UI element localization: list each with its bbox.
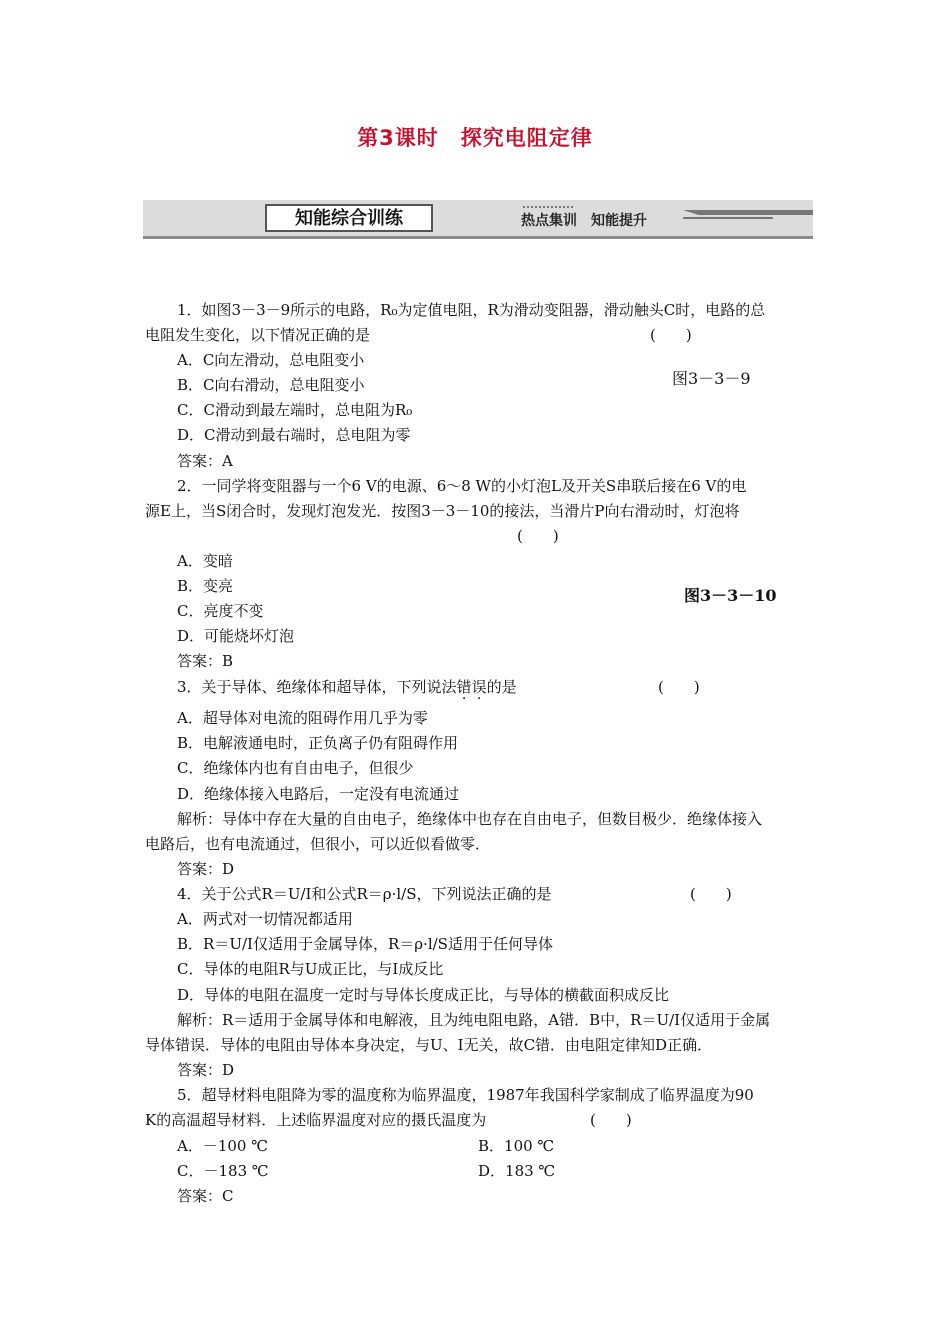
q5-paren: ( ) (590, 1111, 632, 1129)
q4-option-c: C．导体的电阻R与U成正比，与I成反比 (177, 960, 444, 978)
banner-main-label: 知能综合训练 (265, 204, 433, 232)
q1-option-a: A．C向左滑动，总电阻变小 (177, 351, 365, 369)
q3-stem-end: 的是 (486, 678, 517, 696)
q2-paren: ( ) (517, 527, 559, 545)
q2-figure-label: 图3－3－10 (684, 586, 777, 605)
section-banner (143, 200, 813, 240)
q1-answer: 答案：A (177, 452, 233, 470)
q1-paren: ( ) (650, 326, 692, 344)
q2-option-a: A．变暗 (177, 552, 233, 570)
banner-background (143, 200, 813, 239)
q3-explanation-line1: 解析：导体中存在大量的自由电子，绝缘体中也存在自由电子，但数目极少．绝缘体接入 (177, 810, 763, 828)
q4-option-b: B．R＝U/I仅适用于金属导体，R＝ρ·l/S适用于任何导体 (177, 935, 553, 953)
q4-option-d: D．导体的电阻在温度一定时与导体长度成正比，与导体的横截面积成反比 (177, 986, 670, 1004)
banner-decoration (683, 210, 813, 215)
q3-option-a: A．超导体对电流的阻碍作用几乎为零 (177, 709, 428, 727)
q4-line1: 4．关于公式R＝U/I和公式R＝ρ·l/S，下列说法正确的是 (177, 885, 552, 903)
q1-option-c: C．C滑动到最左端时，总电阻为R₀ (177, 401, 413, 419)
q5-answer: 答案：C (177, 1187, 234, 1205)
q4-answer: 答案：D (177, 1061, 235, 1079)
q3-option-c: C．绝缘体内也有自由电子，但很少 (177, 759, 414, 777)
q4-explanation-line2: 导体错误．导体的电阻由导体本身决定，与U、I无关，故C错．由电阻定律知D正确． (145, 1036, 713, 1054)
q5-option-d: D．183 ℃ (478, 1162, 556, 1180)
q1-line2: 电阻发生变化，以下情况正确的是 (145, 326, 371, 344)
q3-explanation-line2: 电路后，也有电流通过，但很小，可以近似看做零． (145, 835, 491, 853)
q2-option-b: B．变亮 (177, 577, 234, 595)
q1-line1: 1．如图3－3－9所示的电路，R₀为定值电阻，R为滑动变阻器，滑动触头C时，电路的总 (177, 301, 766, 319)
q4-paren: ( ) (690, 885, 732, 903)
q2-answer: 答案：B (177, 652, 234, 670)
q3-answer: 答案：D (177, 860, 235, 878)
q5-option-a: A．－100 ℃ (177, 1137, 269, 1155)
q1-figure-label: 图3－3－9 (672, 369, 751, 388)
page-title: 第3课时 探究电阻定律 (357, 126, 593, 150)
q2-option-d: D．可能烧坏灯泡 (177, 627, 295, 645)
banner-line (683, 217, 773, 219)
q3-emphasis-2: 误 (471, 678, 487, 696)
q4-option-a: A．两式对一切情况都适用 (177, 910, 353, 928)
q1-option-b: B．C向右滑动，总电阻变小 (177, 376, 365, 394)
q5-option-b: B．100 ℃ (478, 1137, 555, 1155)
q5-line2: K的高温超导材料．上述临界温度对应的摄氏温度为 (145, 1111, 487, 1129)
q2-option-c: C．亮度不变 (177, 602, 264, 620)
q3-option-d: D．绝缘体接入电路后，一定没有电流通过 (177, 785, 460, 803)
q1-option-d: D．C滑动到最右端时，总电阻为零 (177, 426, 411, 444)
q3-emphasis-1: 错 (456, 678, 472, 696)
q4-explanation-line1: 解析：R＝适用于金属导体和电解液，且为纯电阻电路，A错．B中，R＝U/I仅适用于金属 (177, 1011, 771, 1029)
q3-paren: ( ) (658, 678, 700, 696)
q2-line1: 2．一同学将变阻器与一个6 V的电源、6～8 W的小灯泡L及开关S串联后接在6 V的电 (177, 477, 747, 495)
q3-option-b: B．电解液通电时，正负离子仍有阻碍作用 (177, 734, 459, 752)
banner-sub-label: 热点集训 知能提升 (521, 213, 647, 229)
q5-line1: 5．超导材料电阻降为零的温度称为临界温度，1987年我国科学家制成了临界温度为90 (177, 1086, 754, 1104)
q2-line2: 源E上，当S闭合时，发现灯泡发光．按图3－3－10的接法，当滑片P向右滑动时，灯泡将 (145, 502, 740, 520)
q5-option-c: C．－183 ℃ (177, 1162, 269, 1180)
q3-line1 (177, 678, 517, 696)
q3-stem-start: 3．关于导体、绝缘体和超导体，下列说法 (177, 678, 457, 696)
